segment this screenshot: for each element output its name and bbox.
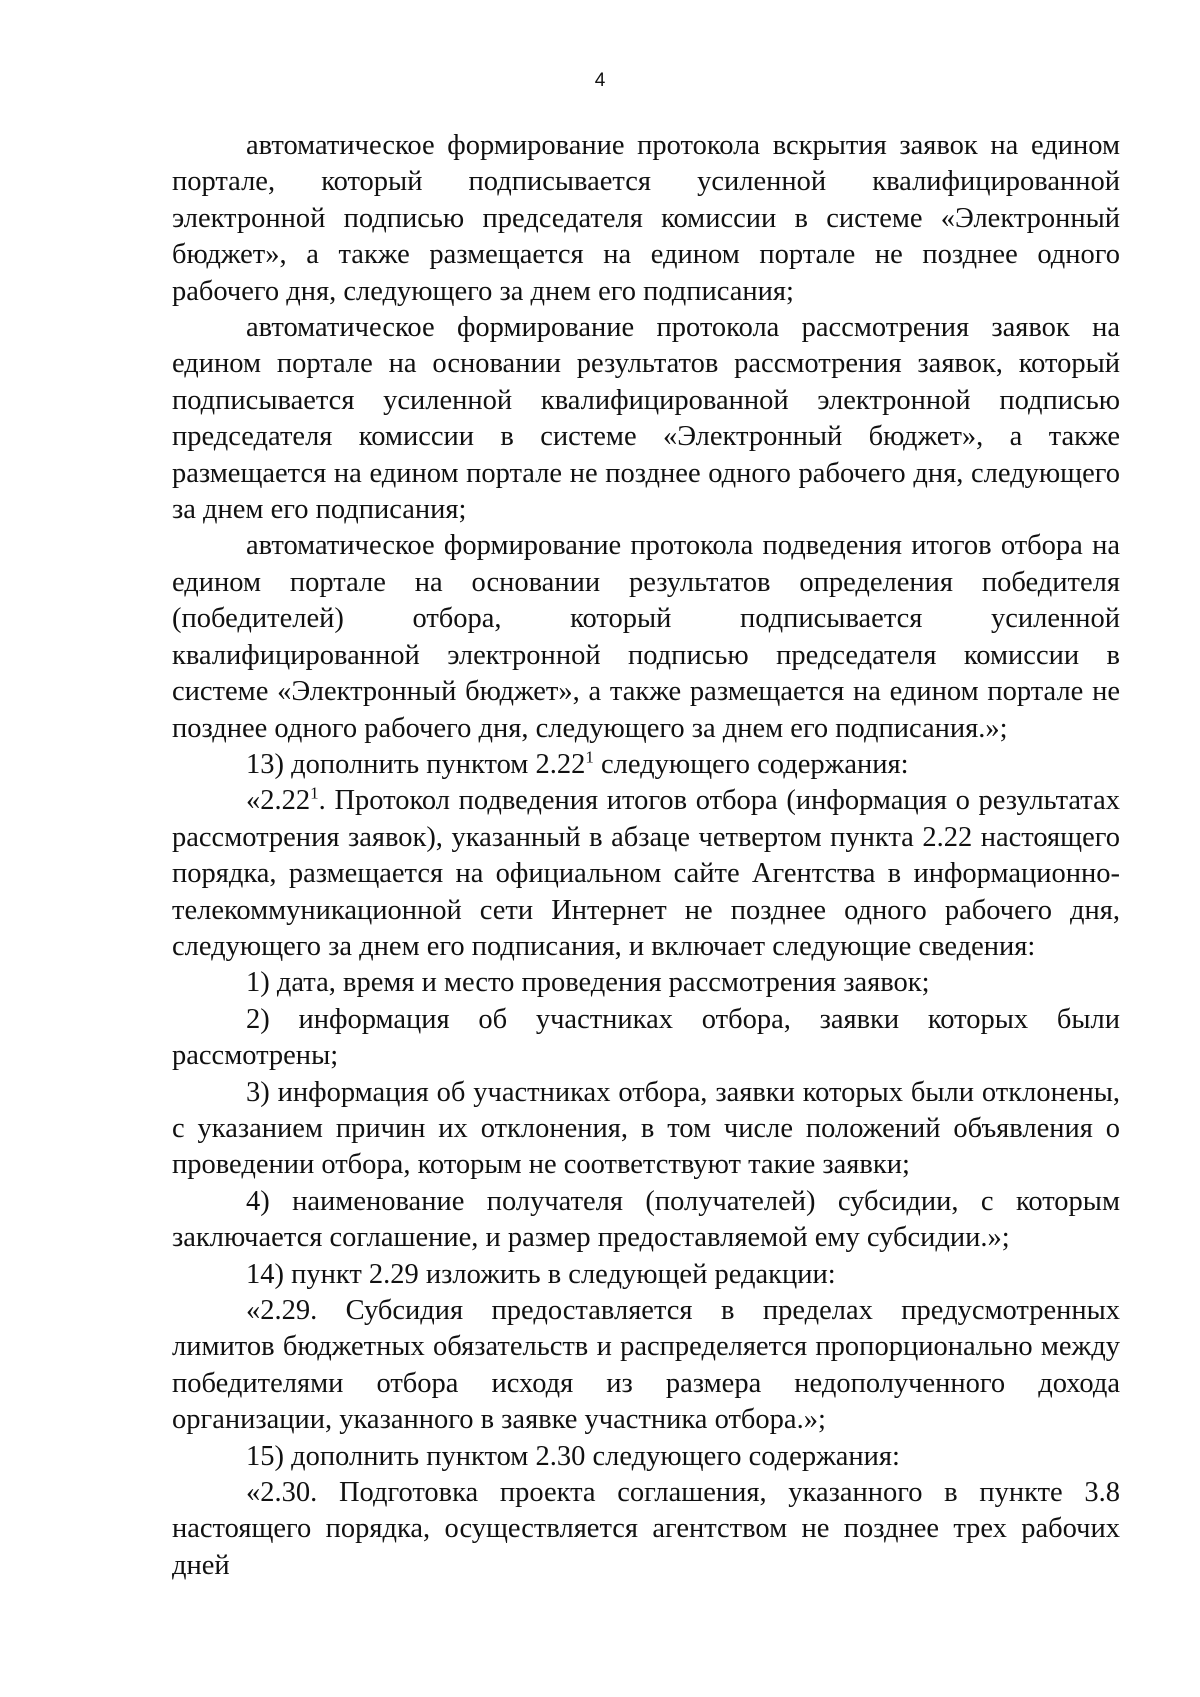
paragraph-item-13 — [172, 747, 1120, 783]
superscript: 1 — [585, 747, 594, 767]
list-item-4: 4) наименование получателя (получателей) субсидии, с которым заключается соглашение, и размер предоставляемой ему субсидии.»; — [172, 1185, 1120, 1254]
list-item-2: 2) информация об участниках отбора, заявки которых были рассмотрены; — [172, 1003, 1120, 1072]
paragraph-protocol-results: автоматическое формирование протокола подведения итогов отбора на едином портале на основании результатов определения победителя (победителей) отбора, который подписывается усиленной квалифицированной электронной подписью председателя комиссии в системе «Электронный бюджет», а также размещается на едином портале не позднее одного рабочего дня, следующего за днем его подписания.»; — [172, 530, 1120, 744]
paragraph-protocol-opening: автоматическое формирование протокола вскрытия заявок на едином портале, который подписывается усиленной квалифицированной электронной подписью председателя комиссии в системе «Электронный бюджет», а также размещается на едином портале не позднее одного рабочего дня, следующего за днем его подписания; — [172, 130, 1120, 307]
paragraph-item-14: 14) пункт 2.29 изложить в следующей редакции: — [246, 1258, 836, 1290]
list-item-3: 3) информация об участниках отбора, заявки которых были отклонены, с указанием причин их отклонения, в том числе положений объявления о проведении отбора, которым не соответствуют такие заявки; — [172, 1076, 1120, 1181]
paragraph-protocol-review: автоматическое формирование протокола рассмотрения заявок на едином портале на основании результатов рассмотрения заявок, который подписывается усиленной квалифицированной электронной подписью председателя комиссии в системе «Электронный бюджет», а также размещается на едином портале не позднее одного рабочего дня, следующего за днем его подписания; — [172, 312, 1120, 526]
page-number: 4 — [594, 70, 606, 91]
paragraph-clause-2-22-1-post: . Протокол подведения итогов отбора (информация о результатах рассмотрения заявок), указанный в абзаце четвертом пункта 2.22 настоящего порядка, размещается на официальном сайте Агентства в информационно-телекоммуникационной сети Интернет не позднее одного рабочего дня, следующего за днем его подписания, и включает следующие сведения: — [172, 785, 1120, 962]
list-item-1: 1) дата, время и место проведения рассмотрения заявок; — [246, 967, 930, 999]
document-body — [172, 128, 1120, 1584]
paragraph-clause-2-29: «2.29. Субсидия предоставляется в пределах предусмотренных лимитов бюджетных обязательств и распределяется пропорционально между победителями отбора исходя из размера недополученного дохода организации, указанного в заявке участника отбора.»; — [172, 1295, 1120, 1436]
paragraph-item-15: 15) дополнить пунктом 2.30 следующего содержания: — [246, 1440, 900, 1472]
paragraph-clause-2-22-1 — [172, 783, 1120, 965]
paragraph-item-13-pre: 13) дополнить пунктом 2.22 — [246, 748, 586, 780]
paragraph-item-13-post: следующего содержания: — [593, 748, 909, 780]
superscript: 1 — [310, 783, 319, 803]
paragraph-clause-2-30: «2.30. Подготовка проекта соглашения, указанного в пункте 3.8 настоящего порядка, осуществляется агентством не позднее трех рабочих дней — [172, 1477, 1120, 1581]
paragraph-clause-2-22-1-pre: «2.22 — [246, 785, 311, 817]
